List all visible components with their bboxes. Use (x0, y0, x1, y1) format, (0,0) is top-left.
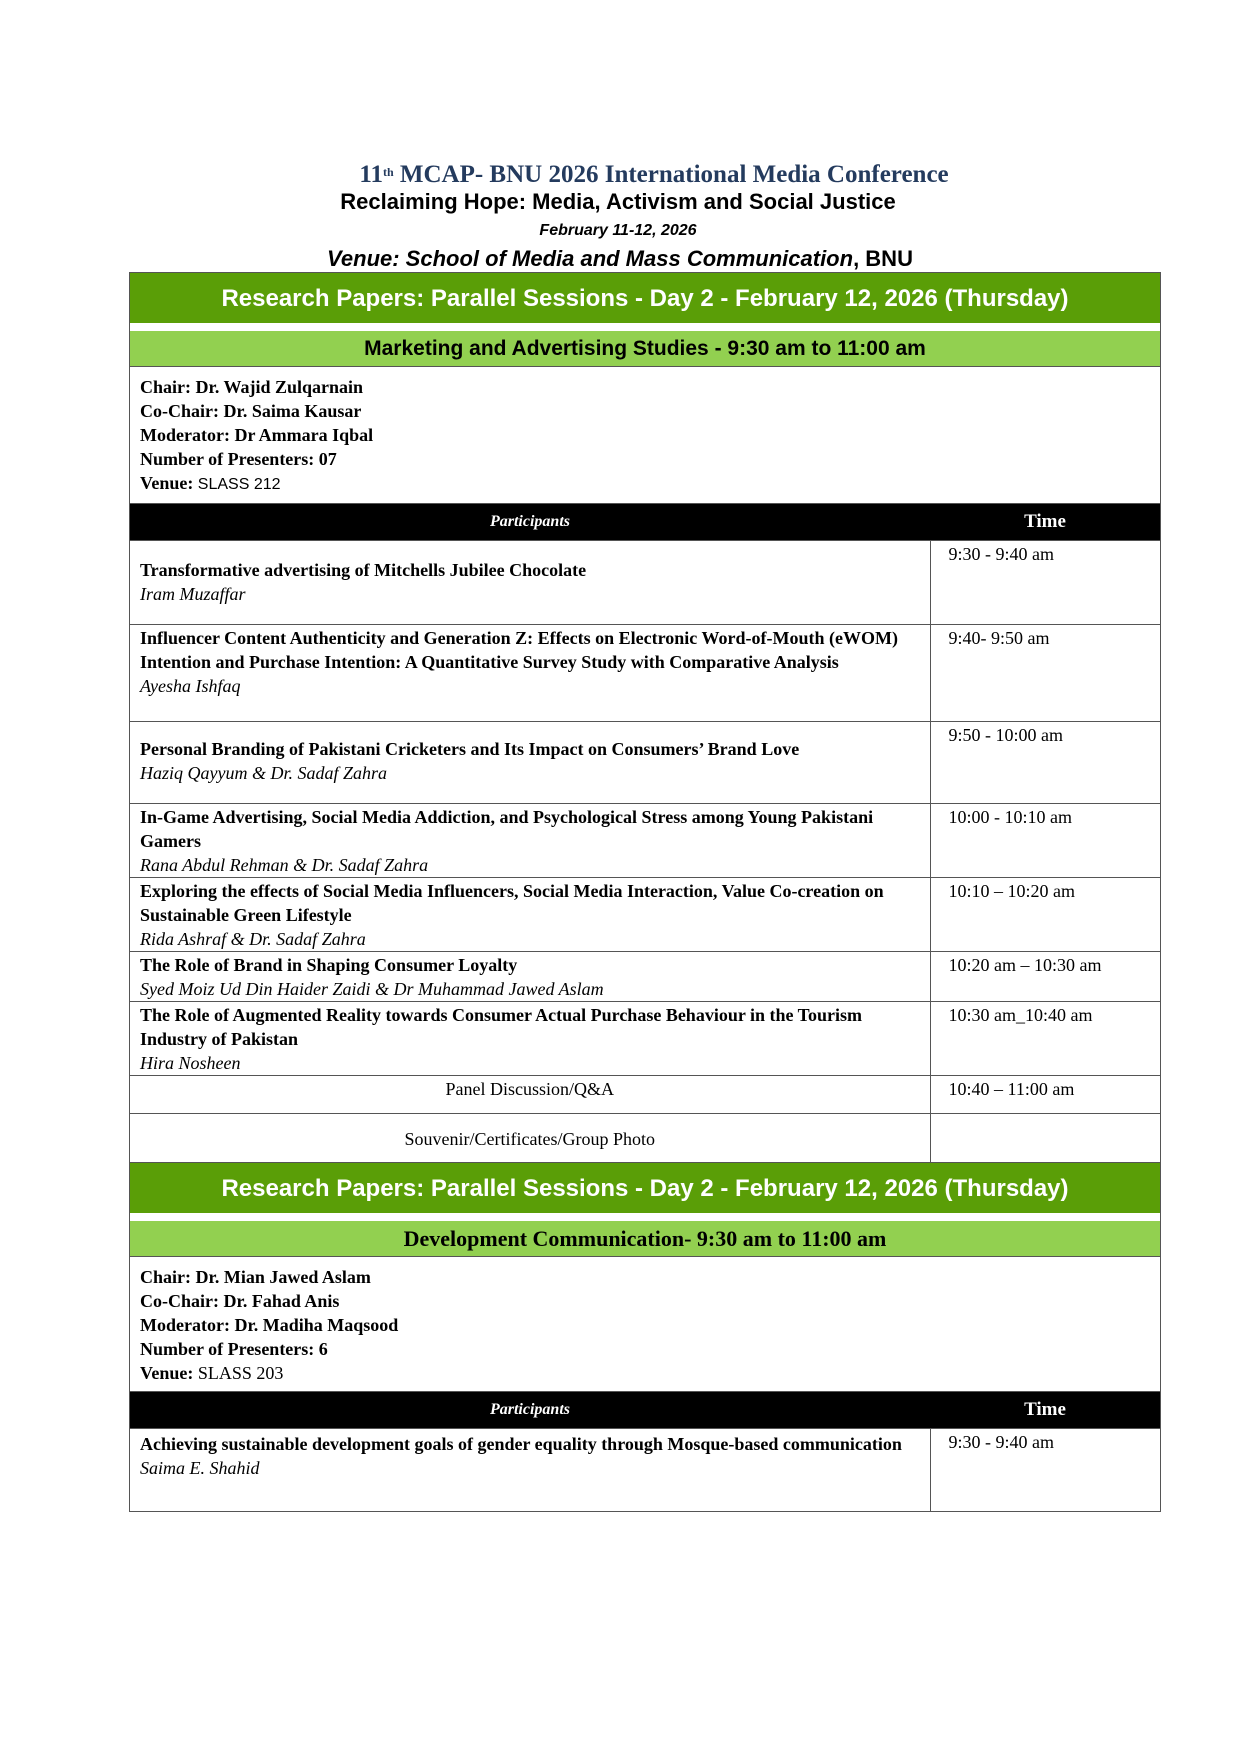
session-venue-label: Venue: (140, 1363, 194, 1383)
paper-title: Personal Branding of Pakistani Cricketers and Its Impact on Consumers’ Brand Love (140, 739, 800, 759)
session-moderator: Moderator: Dr Ammara Iqbal (140, 425, 374, 445)
col-time: Time (930, 504, 1160, 541)
table-row (130, 541, 1160, 625)
table-row (130, 952, 1160, 1002)
conference-theme: Reclaiming Hope: Media, Activism and Social Justice (340, 189, 896, 214)
session-venue-label: Venue: (140, 473, 194, 493)
session-venue-value: SLASS 212 (193, 476, 281, 493)
conference-dates: February 11-12, 2026 (539, 222, 697, 239)
paper-title: Transformative advertising of Mitchells Jubilee Chocolate (140, 560, 587, 580)
table-row (130, 804, 1160, 878)
paper-authors: Hira Nosheen (140, 1053, 241, 1073)
conference-name: MCAP- BNU 2026 International Media Conference (393, 161, 949, 188)
session-block-development (129, 1162, 1161, 1512)
venue-label: Venue: School of Media and Mass Communication (327, 246, 854, 271)
col-participants: Participants (130, 1392, 930, 1429)
session-info (130, 367, 1160, 503)
paper-title: In-Game Advertising, Social Media Addiction, and Psychological Stress among Young Pakistani Gamers (140, 807, 874, 851)
paper-title: Achieving sustainable development goals of gender equality through Mosque-based communication (140, 1434, 902, 1454)
paper-title: The Role of Augmented Reality towards Consumer Actual Purchase Behaviour in the Tourism Industry of Pakistan (140, 1005, 863, 1049)
paper-authors: Ayesha Ishfaq (140, 676, 241, 696)
session-track-title: Marketing and Advertising Studies - 9:30 am to 11:00 am (130, 331, 1160, 367)
schedule-table (130, 503, 1160, 1166)
session-presenters: Number of Presenters: 07 (140, 449, 337, 469)
paper-authors: Saima E. Shahid (140, 1458, 260, 1478)
session-moderator: Moderator: Dr. Madiha Maqsood (140, 1315, 399, 1335)
col-time: Time (930, 1392, 1160, 1429)
paper-title: Influencer Content Authenticity and Generation Z: Effects on Electronic Word-of-Mouth (eWOM) Intention and Purchase Intention: A Quantitative Survey Study with Comparative Analysis (140, 628, 898, 672)
schedule-table (130, 1391, 1160, 1511)
closing-time (930, 1114, 1160, 1166)
paper-time: 10:10 – 10:20 am (930, 878, 1160, 952)
paper-title: Exploring the effects of Social Media Influencers, Social Media Interaction, Value Co-creation on Sustainable Green Lifestyle (140, 881, 884, 925)
table-row-panel (130, 1076, 1160, 1114)
conference-ordinal-suffix: th (382, 165, 394, 179)
paper-time: 10:20 am – 10:30 am (930, 952, 1160, 1002)
paper-time: 9:40- 9:50 am (930, 625, 1160, 722)
panel-discussion: Panel Discussion/Q&A (130, 1076, 930, 1114)
conference-ordinal: 11 (359, 161, 383, 188)
paper-authors: Haziq Qayyum & Dr. Sadaf Zahra (140, 763, 388, 783)
paper-authors: Iram Muzaffar (140, 584, 246, 604)
session-banner: Research Papers: Parallel Sessions - Day 2 - February 12, 2026 (Thursday) (130, 273, 1160, 323)
session-co-chair: Co-Chair: Dr. Fahad Anis (140, 1291, 340, 1311)
session-block-marketing (129, 272, 1161, 1167)
paper-time: 9:30 - 9:40 am (930, 1429, 1160, 1511)
venue-suffix: , BNU (853, 246, 913, 271)
panel-time: 10:40 – 11:00 am (930, 1076, 1160, 1114)
session-chair: Chair: Dr. Mian Jawed Aslam (140, 1267, 371, 1287)
table-row (130, 1002, 1160, 1076)
paper-time: 9:50 - 10:00 am (930, 722, 1160, 804)
paper-authors: Rana Abdul Rehman & Dr. Sadaf Zahra (140, 855, 429, 875)
session-venue-value: SLASS 203 (193, 1363, 284, 1383)
session-co-chair: Co-Chair: Dr. Saima Kausar (140, 401, 362, 421)
paper-authors: Syed Moiz Ud Din Haider Zaidi & Dr Muhammad Jawed Aslam (140, 979, 604, 999)
session-info (130, 1257, 1160, 1391)
session-track-title: Development Communication- 9:30 am to 11:00 am (130, 1221, 1160, 1257)
paper-title: The Role of Brand in Shaping Consumer Loyalty (140, 955, 518, 975)
session-chair: Chair: Dr. Wajid Zulqarnain (140, 377, 364, 397)
paper-time: 9:30 - 9:40 am (930, 541, 1160, 625)
table-header-row (130, 504, 1160, 541)
paper-time: 10:00 - 10:10 am (930, 804, 1160, 878)
conference-venue (0, 245, 1240, 273)
session-presenters: Number of Presenters: 6 (140, 1339, 328, 1359)
col-participants: Participants (130, 504, 930, 541)
table-row (130, 722, 1160, 804)
table-row (130, 625, 1160, 722)
table-header-row (130, 1392, 1160, 1429)
closing-activities: Souvenir/Certificates/Group Photo (130, 1114, 930, 1166)
paper-authors: Rida Ashraf & Dr. Sadaf Zahra (140, 929, 366, 949)
conference-title (0, 157, 1241, 190)
paper-time: 10:30 am_10:40 am (930, 1002, 1160, 1076)
table-row-closing (130, 1114, 1160, 1166)
table-row (130, 1429, 1160, 1511)
table-row (130, 878, 1160, 952)
session-banner: Research Papers: Parallel Sessions - Day 2 - February 12, 2026 (Thursday) (130, 1163, 1160, 1213)
